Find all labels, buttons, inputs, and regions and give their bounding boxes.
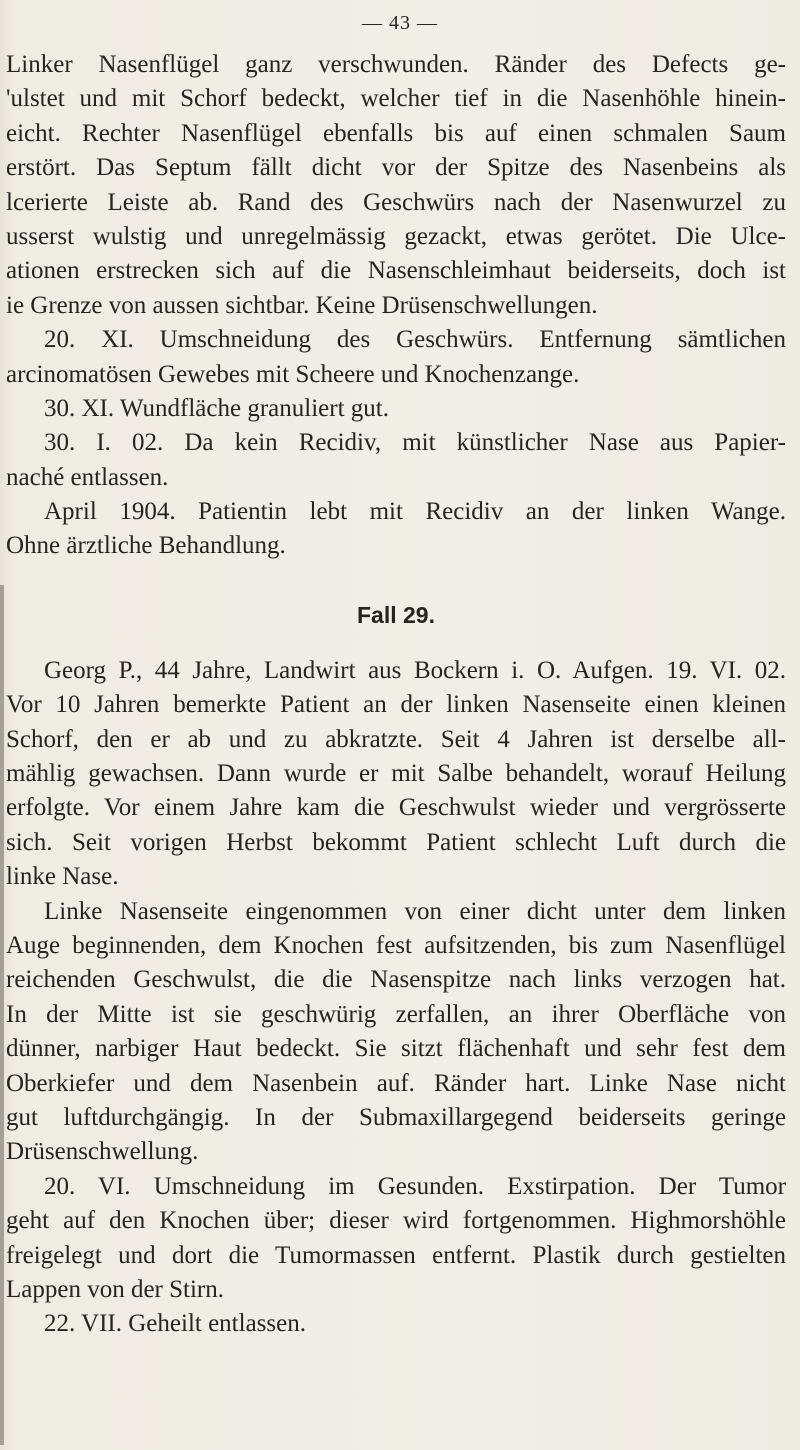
text-line: Ohne ärztliche Behandlung. bbox=[6, 532, 286, 560]
text-line: Drüsenschwellung. bbox=[6, 1138, 199, 1166]
text-line: 'ulstet und mit Schorf bedeckt, welcher tief in die Nasenhöhle hinein- bbox=[6, 85, 786, 113]
text-line: sich. Seit vorigen Herbst bekommt Patient schlecht Luft durch die bbox=[6, 828, 786, 856]
text-line: Linker Nasenflügel ganz verschwunden. Ränder des Defects ge- bbox=[6, 51, 786, 78]
case-heading: Fall 29. bbox=[357, 601, 435, 628]
text-line: dünner, narbiger Haut bedeckt. Sie sitzt flächenhaft und sehr fest dem bbox=[6, 1035, 786, 1063]
text-line: Schorf, den er ab und zu abkratzte. Seit 4 Jahren ist derselbe all- bbox=[6, 725, 786, 753]
text-line: eicht. Rechter Nasenflügel ebenfalls bis auf einen schmalen Saum bbox=[6, 119, 786, 147]
text-line: erstört. Das Septum fällt dicht vor der Spitze des Nasenbeins als bbox=[6, 154, 786, 182]
text-line: Auge beginnenden, dem Knochen fest aufsitzenden, bis zum Nasenflügel bbox=[6, 931, 786, 959]
text-line: freigelegt und dort die Tumormassen entfernt. Plastik durch gestielten bbox=[6, 1241, 786, 1269]
text-line: In der Mitte ist sie geschwürig zerfallen, an ihrer Oberfläche von bbox=[6, 1000, 786, 1028]
text-line: Oberkiefer und dem Nasenbein auf. Ränder hart. Linke Nase nicht bbox=[6, 1069, 786, 1097]
text-line: linke Nase. bbox=[6, 863, 119, 891]
text-line: Linke Nasenseite eingenommen von einer dicht unter dem linken bbox=[44, 897, 786, 925]
text-line: Lappen von der Stirn. bbox=[6, 1275, 225, 1303]
text-line: lcerierte Leiste ab. Rand des Geschwürs nach der Nasenwurzel zu bbox=[6, 188, 786, 216]
text-line: Georg P., 44 Jahre, Landwirt aus Bockern i. O. Aufgen. 19. VI. 02. bbox=[44, 656, 786, 684]
text-line: ie Grenze von aussen sichtbar. Keine Drüsenschwellungen. bbox=[6, 291, 598, 319]
text-line: 20. VI. Umschneidung im Gesunden. Exstirpation. Der Tumor bbox=[44, 1172, 786, 1200]
text-line: gut luftdurchgängig. In der Submaxillargegend beiderseits geringe bbox=[6, 1103, 786, 1131]
text-line: Vor 10 Jahren bemerkte Patient an der linken Nasenseite einen kleinen bbox=[6, 691, 786, 719]
text-line: naché entlassen. bbox=[6, 463, 169, 491]
text-line: 30. I. 02. Da kein Recidiv, mit künstlicher Nase aus Papier- bbox=[44, 429, 786, 457]
text-line: arcinomatösen Gewebes mit Scheere und Knochenzange. bbox=[6, 360, 580, 388]
page-binding-shadow bbox=[0, 585, 4, 1445]
text-line: geht auf den Knochen über; dieser wird fortgenommen. Highmorshöhle bbox=[6, 1207, 786, 1235]
text-line: 30. XI. Wundfläche granuliert gut. bbox=[44, 394, 389, 422]
page-body bbox=[6, 48, 786, 1342]
text-line: erfolgte. Vor einem Jahre kam die Geschwulst wieder und vergrösserte bbox=[6, 794, 786, 822]
text-line: 20. XI. Umschneidung des Geschwürs. Entfernung sämtlichen bbox=[44, 326, 786, 354]
text-line: reichenden Geschwulst, die die Nasenspitze nach links verzogen hat. bbox=[6, 966, 786, 994]
text-line: mählig gewachsen. Dann wurde er mit Salbe behandelt, worauf Heilung bbox=[6, 760, 786, 788]
text-line: 22. VII. Geheilt entlassen. bbox=[44, 1310, 306, 1338]
page-number: — 43 — bbox=[362, 12, 438, 34]
text-line: April 1904. Patientin lebt mit Recidiv an der linken Wange. bbox=[44, 498, 786, 526]
text-line: ationen erstrecken sich auf die Nasenschleimhaut beiderseits, doch ist bbox=[6, 257, 786, 285]
text-line: usserst wulstig und unregelmässig gezackt, etwas gerötet. Die Ulce- bbox=[6, 222, 786, 250]
